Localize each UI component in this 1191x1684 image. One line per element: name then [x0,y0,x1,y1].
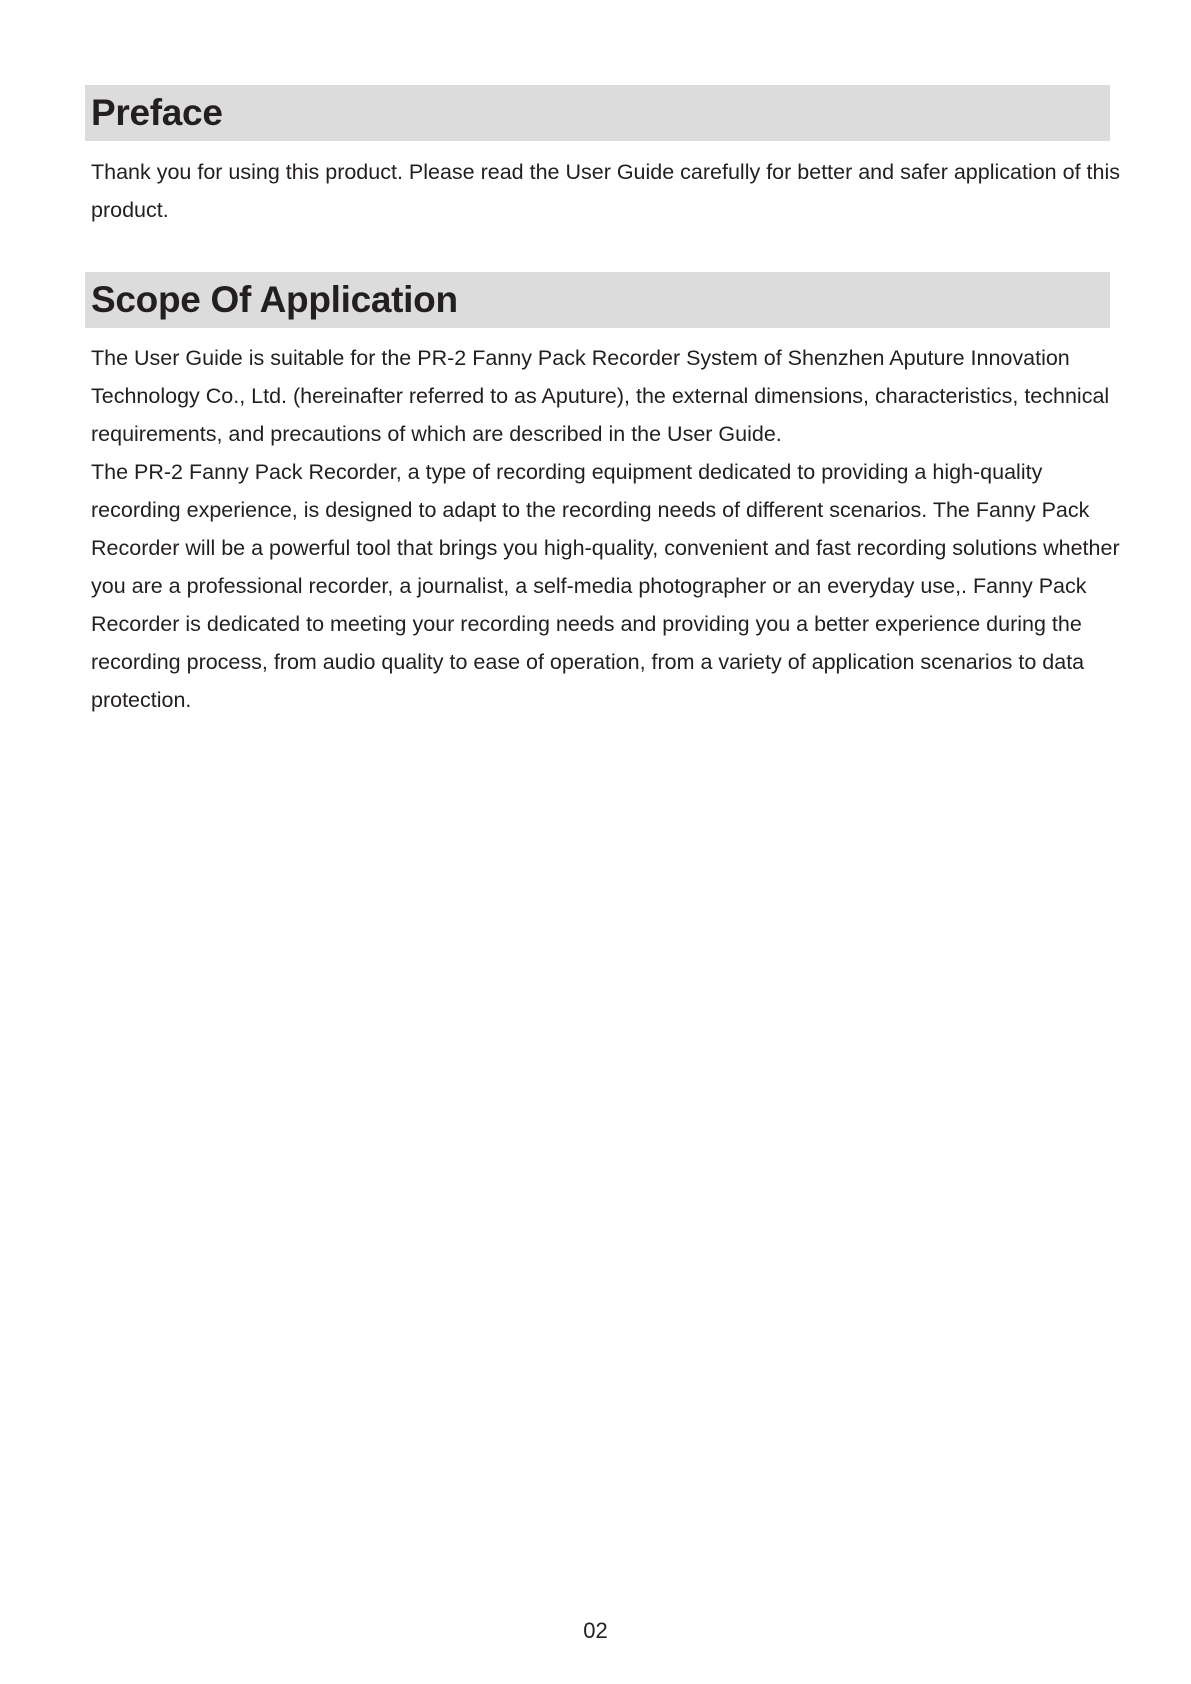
page-number: 02 [583,1618,608,1643]
preface-body [91,153,1121,229]
scope-header-bar [85,272,1110,328]
preface-paragraph: Thank you for using this product. Please read the User Guide carefully for better and safer application of this product. [91,160,1120,222]
scope-paragraph-1: The User Guide is suitable for the PR-2 Fanny Pack Recorder System of Shenzhen Aputure Innovation Technology Co., Ltd. (hereinafter referred to as Aputure), the external dimensions, characteristics, technical requirements, and precautions of which are described in the User Guide. [91,346,1110,446]
scope-body [91,339,1121,719]
scope-heading: Scope Of Application [91,279,458,320]
scope-paragraph-2: The PR-2 Fanny Pack Recorder, a type of recording equipment dedicated to providing a high-quality recording experience, is designed to adapt to the recording needs of different scenarios. The Fanny Pack Recorder will be a powerful tool that brings you high-quality, convenient and fast recording solutions whether you are a professional recorder, a journalist, a self-media photographer or an everyday use,. Fanny Pack Recorder is dedicated to meeting your recording needs and providing you a better experience during the recording process, from audio quality to ease of operation, from a variety of application scenarios to data protection. [91,460,1120,712]
preface-heading: Preface [91,92,223,133]
preface-header-bar [85,85,1110,141]
